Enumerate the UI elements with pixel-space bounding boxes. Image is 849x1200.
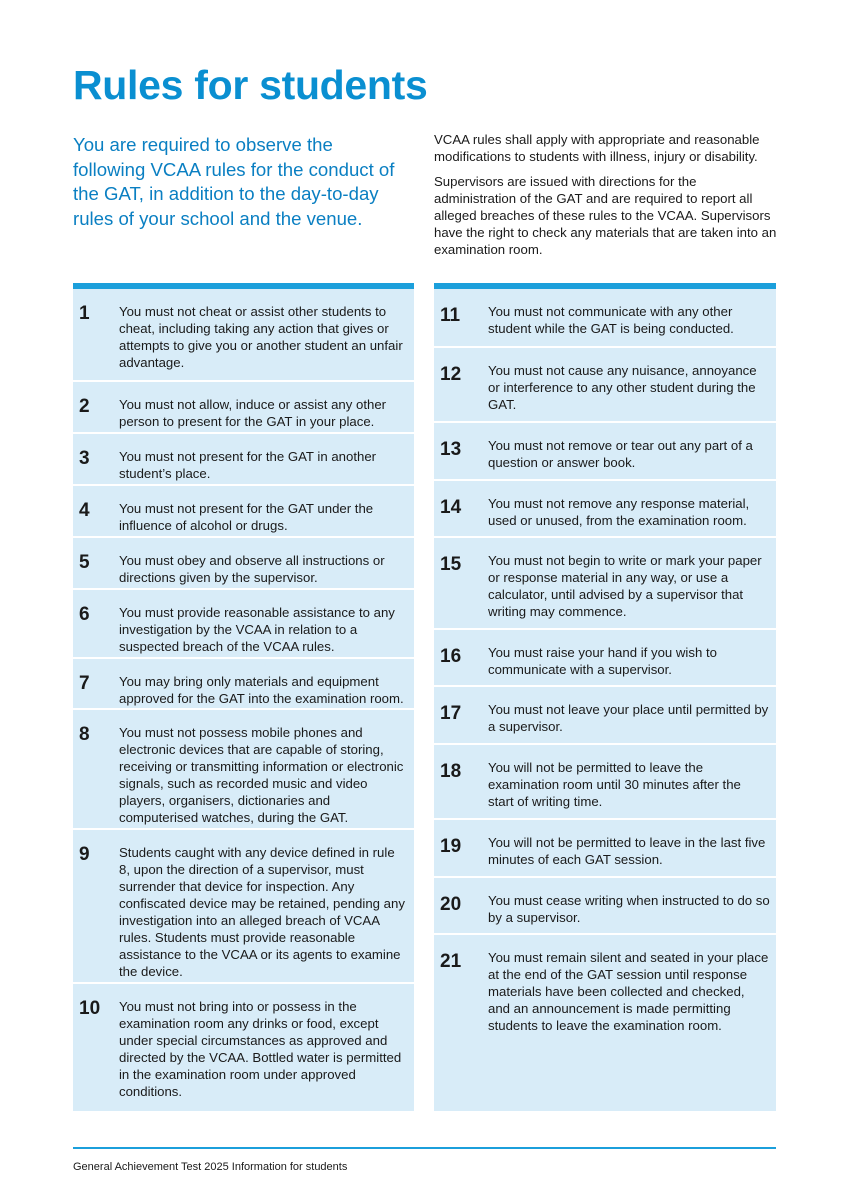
- rule-number: 6: [79, 604, 90, 625]
- rule-text: You must not present for the GAT in another student’s place.: [119, 449, 377, 481]
- rule-number: 9: [79, 844, 90, 865]
- rule-item: [434, 745, 776, 820]
- rule-item: [73, 434, 414, 486]
- rule-number: 8: [79, 724, 90, 745]
- rule-text: You may bring only materials and equipment approved for the GAT into the examination room.: [119, 674, 404, 706]
- rule-number: 16: [440, 646, 462, 667]
- rule-number: 10: [79, 998, 101, 1019]
- rule-item: [73, 289, 414, 382]
- rule-item: [434, 289, 776, 348]
- rule-item: [434, 538, 776, 630]
- rule-text: You must not remove any response material, used or unused, from the examination room.: [488, 496, 750, 528]
- rule-number: 18: [440, 761, 462, 782]
- intro-text: You are required to observe the following VCAA rules for the conduct of the GAT, in addition to the day-to-day rules of your school and the venue.: [73, 134, 395, 229]
- rule-text: You must not leave your place until permitted by a supervisor.: [488, 702, 769, 734]
- rule-item: [434, 820, 776, 878]
- rule-number: 11: [440, 305, 461, 326]
- rule-text: You will not be permitted to leave the examination room until 30 minutes after the start of writing time.: [488, 760, 741, 809]
- rule-text: You must obey and observe all instructions or directions given by the supervisor.: [119, 553, 385, 585]
- rule-item: [434, 481, 776, 538]
- rule-number: 21: [440, 951, 462, 972]
- rule-text: You must not allow, induce or assist any other person to present for the GAT in your place.: [119, 397, 387, 429]
- rule-text: You must remain silent and seated in your place at the end of the GAT session until response materials have been collected and checked, and an announcement is made permitting students to leave the examination room.: [488, 950, 769, 1033]
- rule-text: You must raise your hand if you wish to communicate with a supervisor.: [488, 645, 717, 677]
- rule-text: You will not be permitted to leave in the last five minutes of each GAT session.: [488, 835, 766, 867]
- rule-number: 14: [440, 497, 462, 518]
- rule-number: 3: [79, 448, 90, 469]
- rule-item: [434, 687, 776, 745]
- rule-item: [434, 878, 776, 935]
- rule-number: 5: [79, 552, 90, 573]
- rule-text: You must provide reasonable assistance to any investigation by the VCAA in relation to a suspected breach of the VCAA rules.: [119, 605, 395, 654]
- rule-item: [73, 830, 414, 984]
- rule-item: [73, 659, 414, 710]
- footer-divider: [73, 1147, 776, 1149]
- rule-item: [434, 423, 776, 481]
- rules-column-right: [434, 283, 776, 1111]
- side-paragraph: Supervisors are issued with directions for the administration of the GAT and are required to report all alleged breaches of these rules to the VCAA. Supervisors have the right to check any materials that are taken into an examination room.: [434, 174, 777, 257]
- rule-number: 7: [79, 673, 90, 694]
- rule-text: You must not bring into or possess in the examination room any drinks or food, except under special circumstances as approved and directed by the VCAA. Bottled water is permitted in the examination room under approved conditions.: [119, 999, 402, 1099]
- rule-item: [73, 382, 414, 434]
- rule-item: [434, 935, 776, 1065]
- footer-text: General Achievement Test 2025 Information for students: [73, 1161, 348, 1173]
- rule-number: 15: [440, 554, 462, 575]
- rule-number: 19: [440, 836, 462, 857]
- rule-number: 4: [79, 500, 90, 521]
- page-title: Rules for students: [73, 62, 428, 108]
- rule-number: 17: [440, 703, 462, 724]
- rule-item: [73, 984, 414, 1110]
- rule-text: You must not present for the GAT under the influence of alcohol or drugs.: [119, 501, 374, 533]
- rule-number: 20: [440, 894, 462, 915]
- rule-item: [73, 590, 414, 659]
- rule-text: You must not cause any nuisance, annoyance or interference to any other student during the GAT.: [488, 363, 757, 412]
- rule-text: You must not possess mobile phones and electronic devices that are capable of storing, receiving or transmitting information or electronic signals, such as recorded music and video players, organisers, dictionaries and computerised watches, during the GAT.: [119, 725, 404, 825]
- rule-number: 13: [440, 439, 462, 460]
- rule-number: 1: [79, 303, 90, 324]
- rule-text: You must cease writing when instructed to do so by a supervisor.: [488, 893, 770, 925]
- rule-text: You must not begin to write or mark your paper or response material in any way, or use a calculator, until advised by a supervisor that writing may commence.: [488, 553, 762, 619]
- rule-text: You must not communicate with any other student while the GAT is being conducted.: [488, 304, 734, 336]
- side-notes: [434, 131, 779, 266]
- rule-item: [73, 710, 414, 830]
- rule-text: Students caught with any device defined in rule 8, upon the direction of a supervisor, must surrender that device for inspection. Any confiscated device may be retained, pending any investigation into an alleged breach of VCAA rules. Students must provide reasonable assistance to the VCAA or its agents to examine the device.: [119, 845, 405, 979]
- rule-item: [434, 348, 776, 423]
- side-paragraph: VCAA rules shall apply with appropriate and reasonable modifications to students with illness, injury or disability.: [434, 132, 760, 164]
- rule-text: You must not cheat or assist other students to cheat, including taking any action that gives or attempts to give you or another student an unfair advantage.: [119, 304, 403, 370]
- rule-number: 2: [79, 396, 90, 417]
- rules-column-left: [73, 283, 414, 1111]
- rule-number: 12: [440, 364, 462, 385]
- rule-text: You must not remove or tear out any part of a question or answer book.: [488, 438, 753, 470]
- rule-item: [434, 630, 776, 687]
- rule-item: [73, 486, 414, 538]
- rule-item: [73, 538, 414, 590]
